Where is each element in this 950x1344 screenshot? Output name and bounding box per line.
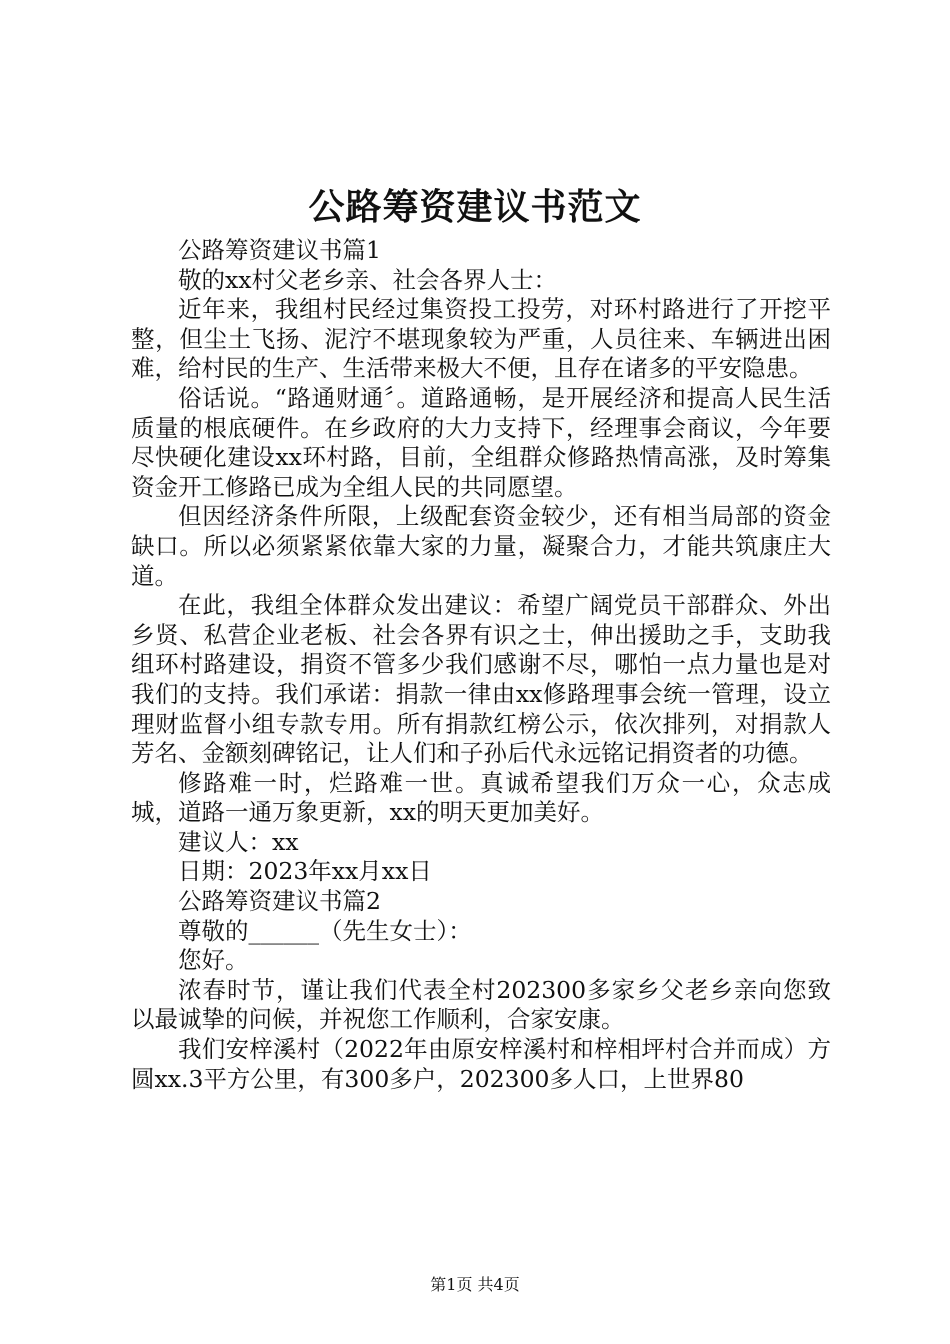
greeting-line: 您好。 xyxy=(178,946,249,975)
paragraph: 修路难一时，烂路难一世。真诚希望我们万众一心，众志成城，道路一通万象更新，xx的明天更加美好。 xyxy=(131,768,831,827)
section-heading-1: 公路筹资建议书篇1 xyxy=(178,236,381,264)
paragraph: 近年来，我组村民经过集资投工投劳，对环村路进行了开挖平整，但尘土飞扬、泥泞不堪现象较为严重，人员往来、车辆进出困难，给村民的生产、生活带来极大不便，且存在诸多的平安隐患。 xyxy=(131,295,831,383)
section-heading-2: 公路筹资建议书篇2 xyxy=(178,887,381,916)
page-footer: 第1页 共4页 xyxy=(430,1275,520,1294)
paragraph: 我们安梓溪村（2022年由原安梓溪村和梓相坪村合并而成）方圆xx.3平方公里，有300多户，202300多人口，上世界80 xyxy=(131,1035,831,1093)
salutation-2: 尊敬的______（先生女士）： xyxy=(178,916,472,945)
salutation-1: 敬的xx村父老乡亲、社会各界人士： xyxy=(178,265,558,294)
paragraph: 浓春时节，谨让我们代表全村202300多家乡父老乡亲向您致以最诚挚的问候，并祝您工作顺利，合家安康。 xyxy=(131,975,831,1034)
paragraph: 俗话说。“路通财通〞。道路通畅，是开展经济和提高人民生活质量的根底硬件。在乡政府的大力支持下，经理事会商议，今年要尽快硬化建设xx环村路，目前，全组群众修路热情高涨，及时筹集资金开工修路已成为全组人民的共同愿望。 xyxy=(131,383,831,501)
proposer-line: 建议人：xx xyxy=(178,827,299,856)
document-title: 公路筹资建议书范文 xyxy=(308,186,642,228)
paragraph: 在此，我组全体群众发出建议：希望广阔党员干部群众、外出乡贤、私营企业老板、社会各界有识之士，伸出援助之手，支助我组环村路建设，捐资不管多少我们感谢不尽，哪怕一点力量也是对我们的支持。我们承诺：捐款一律由xx修路理事会统一管理，设立理财监督小组专款专用。所有捐款红榜公示，依次排列，对捐款人芳名、金额刻碑铭记，让人们和子孙后代永远铭记捐资者的功德。 xyxy=(131,591,831,768)
paragraph: 但因经济条件所限，上级配套资金较少，还有相当局部的资金缺口。所以必须紧紧依靠大家的力量，凝聚合力，才能共筑康庄大道。 xyxy=(131,502,831,590)
document-body xyxy=(131,236,831,1094)
date-line: 日期：2023年xx月xx日 xyxy=(178,857,432,886)
